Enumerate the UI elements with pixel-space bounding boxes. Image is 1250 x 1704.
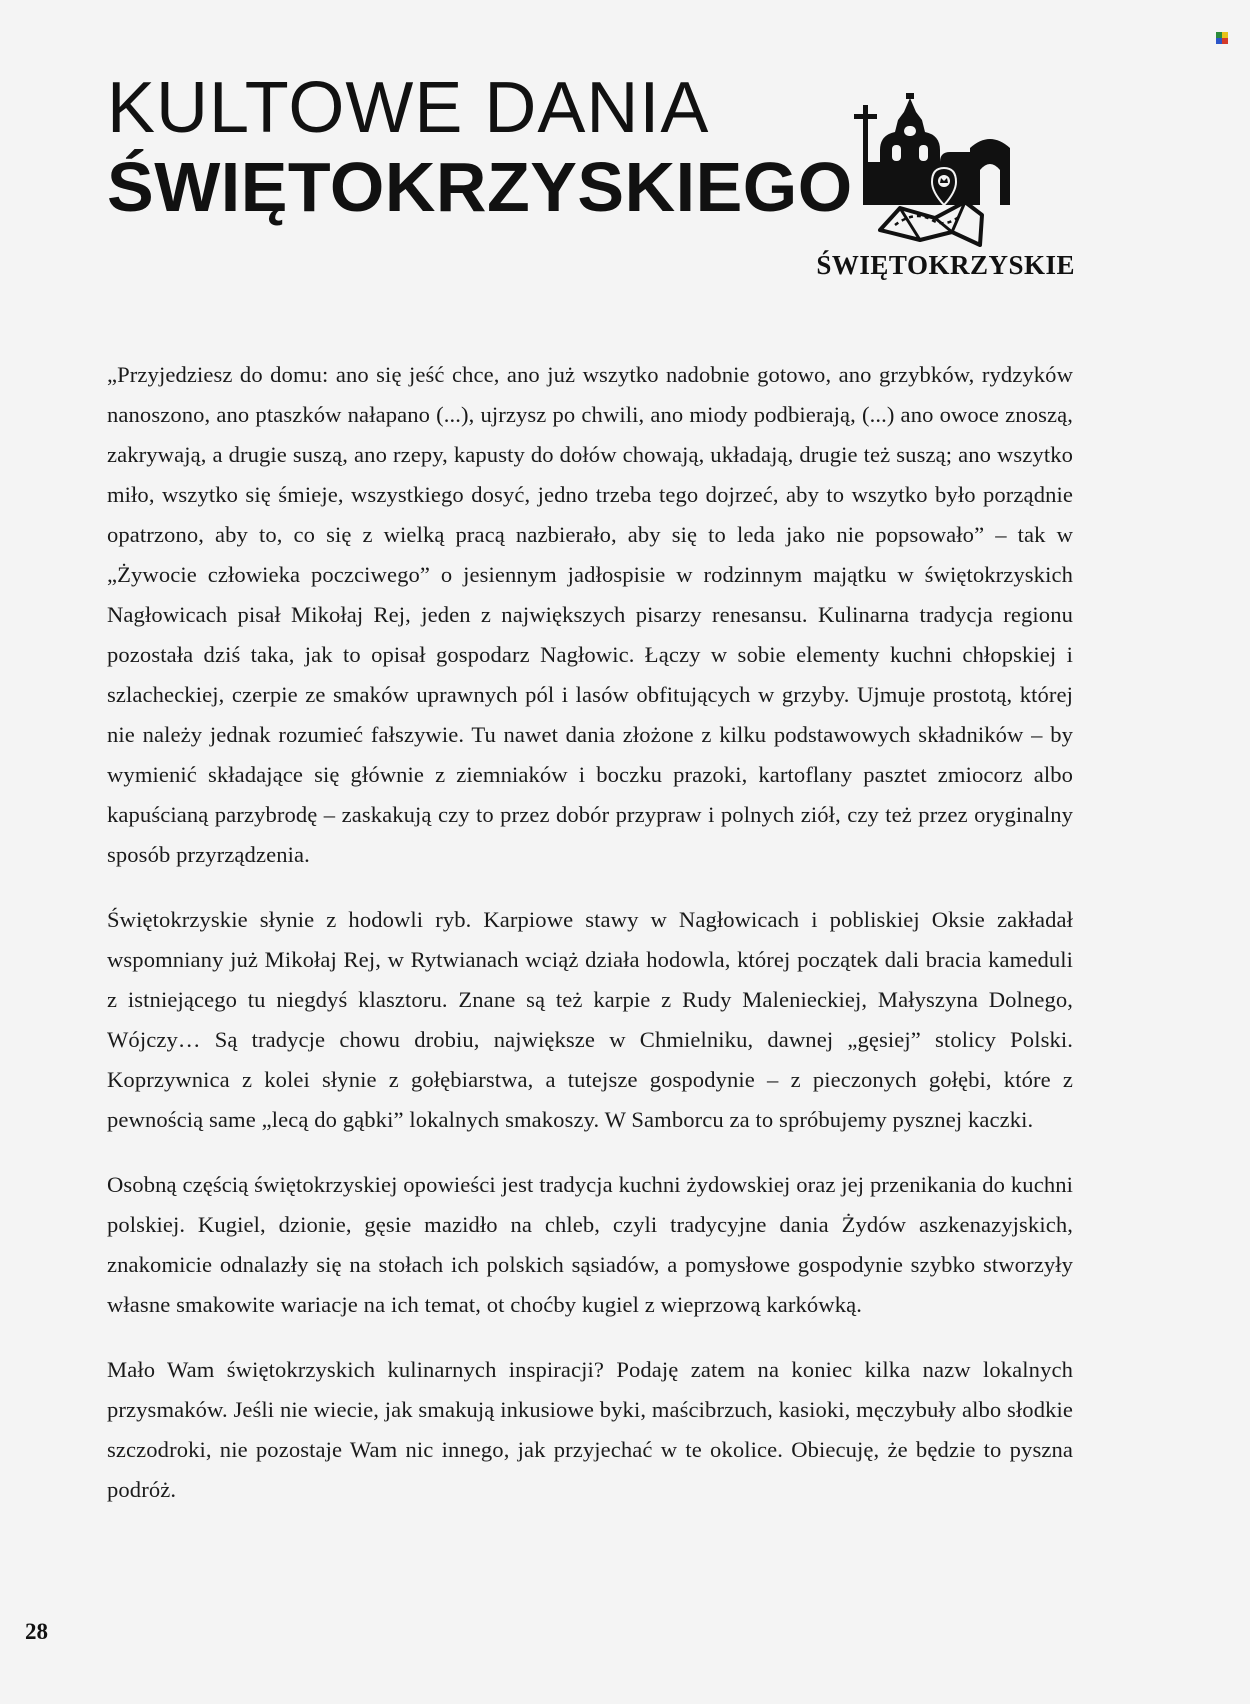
church-map-pin-emblem-icon <box>840 90 1040 250</box>
paragraph: Świętokrzyskie słynie z hodowli ryb. Karpiowe stawy w Nagłowicach i pobliskiej Oksie zakładał wspomniany już Mikołaj Rej, w Rytwianach wciąż działa hodowla, której początek dali bracia kameduli z istniejącego tu niegdyś klasztoru. Znane są też karpie z Rudy Malenieckiej, Małyszyna Dolnego, Wójczy… Są tradycje chowu drobiu, największe w Chmielniku, dawnej „gęsiej” stolicy Polski. Koprzywnica z kolei słynie z gołębiarstwa, a tutejsze gospodynie – z pieczonych gołębi, które z pewnością same „lecą do gąbki” lokalnych smakoszy. W Samborcu za to spróbujemy pysznej kaczki. <box>107 907 1073 1132</box>
region-label: ŚWIĘTOKRZYSKIE <box>816 250 1075 280</box>
page-number: 28 <box>25 1619 48 1644</box>
article-body <box>107 355 1073 1535</box>
title-line-1: KULTOWE DANIA <box>107 68 710 148</box>
title-line-2: ŚWIĘTOKRZYSKIEGO <box>107 148 853 226</box>
color-marker-icon <box>1216 32 1228 44</box>
paragraph: „Przyjedziesz do domu: ano się jeść chce, ano już wszytko nadobnie gotowo, ano grzybków, rydzyków nanoszono, ano ptaszków nałapano (...), ujrzysz po chwili, ano miody podbierają, (...) ano owoce znoszą, zakrywają, a drugie suszą, ano rzepy, kapusty do dołów chowają, układają, drugie też suszą; ano wszytko miło, wszytko się śmieje, wszystkiego dosyć, jedno trzeba tego dojrzeć, aby to wszytko było porządnie opatrzono, aby to, co się z wielką pracą nazbierało, aby się to leda jako nie popsowało” – tak w „Żywocie człowieka poczciwego” o jesiennym jadłospisie w rodzinnym majątku w świętokrzyskich Nagłowicach pisał Mikołaj Rej, jeden z największych pisarzy renesansu. Kulinarna tradycja regionu pozostała dziś taka, jak to opisał gospodarz Nagłowic. Łączy w sobie elementy kuchni chłopskiej i szlacheckiej, czerpie ze smaków uprawnych pól i lasów obfitujących w grzyby. Ujmuje prostotą, której nie należy jednak rozumieć fałszywie. Tu nawet dania złożone z kilku podstawowych składników – by wymienić składające się głównie z ziemniaków i boczku prazoki, kartoflany pasztet zmiocorz albo kapuścianą parzybrodę – zaskakują czy to przez dobór przypraw i polnych ziół, czy też przez oryginalny sposób przyrządzenia. <box>107 362 1073 867</box>
page-title <box>107 68 853 226</box>
paragraph: Osobną częścią świętokrzyskiej opowieści jest tradycja kuchni żydowskiej oraz jej przenikania do kuchni polskiej. Kugiel, dzionie, gęsie mazidło na chleb, czyli tradycyjne dania Żydów aszkenazyjskich, znakomicie odnalazły się na stołach ich polskich sąsiadów, a pomysłowe gospodynie szybko stworzyły własne smakowite wariacje na ich temat, ot choćby kugiel z wieprzową karkówką. <box>107 1172 1073 1317</box>
paragraph: Mało Wam świętokrzyskich kulinarnych inspiracji? Podaję zatem na koniec kilka nazw lokalnych przysmaków. Jeśli nie wiecie, jak smakują inkusiowe byki, maścibrzuch, kasioki, męczybuły albo słodkie szczodroki, nie pozostaje Wam nic innego, jak przyjechać w te okolice. Obiecuję, że będzie to pyszna podróż. <box>107 1357 1073 1502</box>
